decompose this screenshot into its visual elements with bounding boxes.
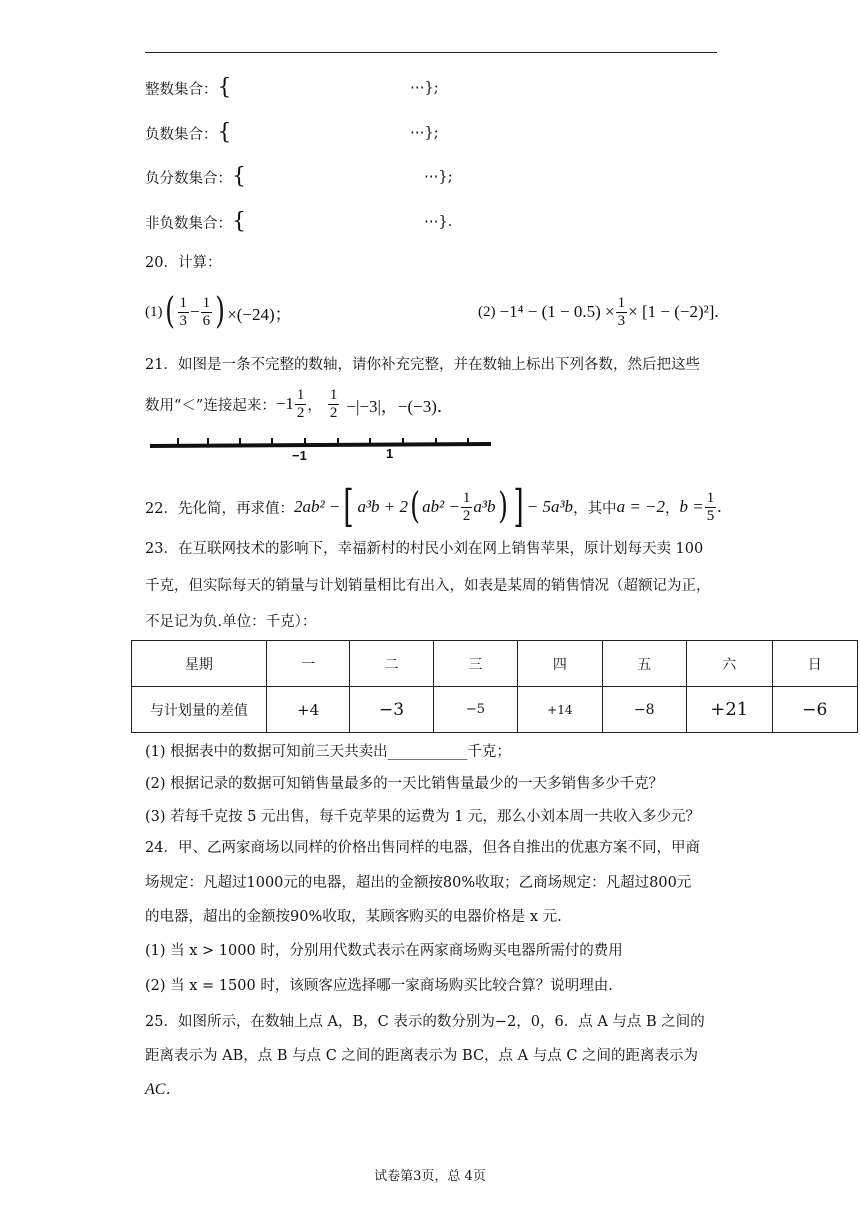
q22-comma: ， <box>665 500 680 517</box>
set-close: ⋯}. <box>424 214 453 230</box>
fraction: $\frac{1}{5}$ <box>706 489 715 524</box>
q22-expr-c: ab² − <box>422 497 460 516</box>
q23-line2: 千克，但实际每天的销量与计划销量相比有出入，如表是某周的销售情况（超额记为正， <box>145 578 711 594</box>
q24-sub2: (2) 当 x = 1500 时，该顾客应选择哪一家商场购买比较合算？说明理由. <box>145 978 613 994</box>
set-non-negative <box>145 209 246 234</box>
set-negative <box>145 120 232 145</box>
q24-line2: 场规定：凡超过1000元的电器，超出的金额按80%收取；乙商场规定：凡超过800元 <box>145 875 692 891</box>
table-cell: 五 <box>602 641 686 687</box>
table-cell: 与计划量的差值 <box>132 687 267 733</box>
table-header-row <box>132 641 858 687</box>
q22-cond-a: a = −2 <box>616 497 666 516</box>
q23-sub1: (1) 根据表中的数据可知前三天共卖出___________千克； <box>145 744 511 760</box>
table-cell: 二 <box>350 641 433 687</box>
table-cell: +4 <box>266 687 349 733</box>
table-cell: 一 <box>266 641 349 687</box>
fraction: $\frac{1}{2}$ <box>329 386 338 421</box>
q22-line <box>145 480 722 534</box>
q23-line1: 23．在互联网技术的影响下，幸福新村的村民小刘在网上销售苹果，原计划每天卖 100 <box>145 541 704 557</box>
q24-line1: 24．甲、乙两家商场以同样的价格出售同样的电器，但各自推出的优惠方案不同，甲商 <box>145 840 700 856</box>
q23-sub3: (3) 若每千克按 5 元出售，每千克苹果的运费为 1 元，那么小刘本周一共收入多少元？ <box>145 809 701 825</box>
q22-cond-b: b = <box>679 497 704 516</box>
set-label: 负数集合： <box>145 127 218 143</box>
q22-end: . <box>717 497 722 516</box>
part-label: (2) <box>478 303 496 320</box>
right-paren-icon: ) <box>497 486 508 527</box>
right-paren-icon: ) <box>215 291 226 332</box>
axis-label-one: 1 <box>386 446 394 461</box>
q21-line1: 21．如图是一条不完整的数轴，请你补充完整，并在数轴上标出下列各数，然后把这些 <box>145 357 700 373</box>
sales-table <box>131 640 858 733</box>
q24-line3: 的电器，超出的金额按90%收取，某顾客购买的电器价格是 x 元. <box>145 909 562 925</box>
open-brace-icon: { <box>217 75 232 100</box>
set-close: ⋯}; <box>410 80 439 96</box>
fraction: $\frac{1}{3}$ <box>179 294 188 329</box>
fraction: $\frac{1}{2}$ <box>296 386 305 421</box>
right-bracket-icon: ] <box>512 481 524 532</box>
q21-text: 数用“＜”连接起来： <box>145 397 276 414</box>
table-cell: 六 <box>686 641 772 687</box>
axis-label-neg-one: −1 <box>292 448 307 463</box>
table-cell: 三 <box>433 641 517 687</box>
table-cell: 日 <box>772 641 857 687</box>
fraction: $\frac{1}{6}$ <box>202 294 211 329</box>
table-cell: 四 <box>518 641 602 687</box>
q25-line2: 距离表示为 AB，点 B 与点 C 之间的距离表示为 BC，点 A 与点 C 之间的距离表示为 <box>145 1048 699 1064</box>
open-brace-icon: { <box>217 120 232 145</box>
axis-line <box>150 444 491 446</box>
part-label: (1) <box>145 303 163 320</box>
page-footer: 试卷第3页，总 4页 <box>374 1169 486 1184</box>
table-cell: −5 <box>433 687 517 733</box>
minus-sign: − <box>190 302 200 321</box>
q25-line3: AC． <box>145 1081 182 1098</box>
q20-part1 <box>145 288 292 336</box>
set-label: 负分数集合： <box>145 171 232 187</box>
fraction: $\frac{1}{3}$ <box>617 294 626 329</box>
fraction: $\frac{1}{2}$ <box>462 489 471 524</box>
q20-part2 <box>478 288 719 336</box>
q22-expr-d: a³b <box>473 497 496 516</box>
q23-line3: 不足记为负.单位：千克）： <box>145 614 317 630</box>
set-label: 整数集合： <box>145 82 218 98</box>
q24-sub1: (1) 当 x > 1000 时，分别用代数式表示在两家商场购买电器所需付的费用 <box>145 943 623 959</box>
number-line <box>148 434 493 464</box>
q22-expr-a: 2ab² − <box>293 497 341 516</box>
set-label: 非负数集合： <box>145 216 232 232</box>
q22-expr-b: a³b + 2 <box>357 497 409 516</box>
q22-prefix: 22．先化简，再求值： <box>145 500 294 517</box>
set-integer <box>145 75 232 100</box>
number-list: −|−3|，−(−3)． <box>346 396 454 416</box>
left-bracket-icon: [ <box>343 481 355 532</box>
q20-part2-head: −1⁴ − (1 − 0.5) × <box>499 302 615 321</box>
set-close: ⋯}; <box>410 125 439 141</box>
q20-part2-tail: × [1 − (−2)²]. <box>628 302 719 321</box>
number-mixed: −1 <box>275 394 294 413</box>
left-paren-icon: ( <box>410 486 420 527</box>
table-cell: +21 <box>686 687 772 733</box>
q23-sub2: (2) 根据记录的数据可知销售量最多的一天比销售量最少的一天多销售多少千克？ <box>145 776 664 792</box>
open-brace-icon: { <box>232 209 246 234</box>
q20-title: 20．计算： <box>145 255 222 271</box>
table-cell: 星期 <box>132 641 267 687</box>
table-cell: −6 <box>772 687 857 733</box>
table-row <box>132 687 858 733</box>
set-close: ⋯}; <box>424 169 453 185</box>
left-paren-icon: ( <box>164 291 175 332</box>
q25-line1: 25．如图所示，在数轴上点 A，B，C 表示的数分别为−2，0，6．点 A 与点 B 之间的 <box>145 1014 705 1030</box>
q22-mid: ，其中 <box>573 500 617 517</box>
q21-line2 <box>145 382 454 426</box>
header-rule <box>145 52 717 53</box>
table-cell: −3 <box>350 687 433 733</box>
q22-expr-e: − 5a³b <box>526 497 574 516</box>
table-cell: −8 <box>602 687 686 733</box>
open-brace-icon: { <box>232 164 246 189</box>
separator: ， <box>307 397 322 414</box>
set-negative-fraction <box>145 164 246 189</box>
table-cell: +14 <box>518 687 602 733</box>
q20-part1-tail: ×(−24)； <box>227 304 292 324</box>
